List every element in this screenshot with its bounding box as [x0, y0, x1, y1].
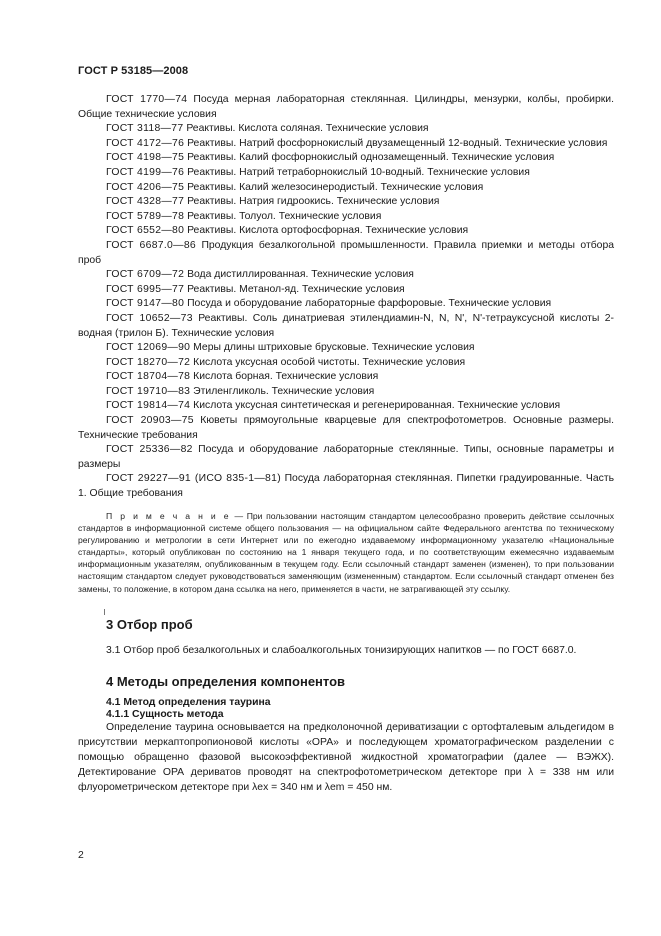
reference-title: Этиленгликоль. Технические условия — [193, 385, 375, 397]
reference-item — [78, 268, 614, 283]
reference-code: ГОСТ 25336—82 — [106, 444, 193, 456]
reference-code: ГОСТ 6687.0—86 — [106, 239, 196, 251]
reference-code: ГОСТ 29227—91 (ИСО 835-1—81) — [106, 473, 281, 485]
document-header: ГОСТ Р 53185—2008 — [78, 65, 189, 77]
reference-title: Реактивы. Натрий фосфорнокислый двузамещенный 12-водный. Технические условия — [187, 137, 608, 149]
reference-code: ГОСТ 1770—74 — [106, 94, 188, 105]
normative-references — [78, 93, 614, 502]
reference-code: ГОСТ 3118—77 — [106, 123, 184, 135]
reference-code: ГОСТ 4172—76 — [106, 137, 185, 149]
reference-code: ГОСТ 12069—90 — [106, 342, 191, 354]
reference-item — [78, 399, 614, 414]
reference-item — [78, 166, 614, 181]
subsection-4-1-1-heading: 4.1.1 Сущность метода — [106, 708, 224, 720]
reference-title: Реактивы. Толуол. Технические условия — [187, 210, 382, 222]
reference-title: Реактивы. Калий железосинеродистый. Технические условия — [187, 181, 484, 193]
section-4-heading: 4 Методы определения компонентов — [106, 673, 346, 689]
reference-code: ГОСТ 19814—74 — [106, 400, 191, 412]
reference-code: ГОСТ 20903—75 — [106, 415, 194, 427]
reference-item — [78, 472, 614, 501]
reference-title: Кислота уксусная особой чистоты. Технические условия — [193, 356, 466, 368]
reference-title: Посуда и оборудование лабораторные стеклянные. Типы, основные параметры и размеры — [78, 444, 614, 470]
reference-item — [78, 137, 614, 152]
reference-title: Реактивы. Натрия гидроокись. Технические условия — [187, 196, 440, 208]
reference-title: Реактивы. Метанол-яд. Технические условия — [187, 283, 405, 295]
reference-code: ГОСТ 4206—75 — [106, 181, 185, 193]
reference-code: ГОСТ 4199—76 — [106, 166, 185, 178]
subsection-4-1-heading: 4.1 Метод определения таурина — [106, 696, 271, 708]
reference-code: ГОСТ 6709—72 — [106, 269, 185, 281]
reference-code: ГОСТ 19710—83 — [106, 385, 191, 397]
reference-item — [78, 181, 614, 196]
reference-item — [78, 385, 614, 400]
reference-code: ГОСТ 10652—73 — [106, 312, 193, 324]
reference-title: Кислота уксусная синтетическая и регенерированная. Технические условия — [193, 400, 561, 412]
reference-item — [78, 122, 614, 137]
reference-code: ГОСТ 9147—80 — [106, 298, 185, 310]
page-number: 2 — [78, 850, 84, 861]
reference-item — [78, 210, 614, 225]
reference-title: Реактивы. Кислота соляная. Технические условия — [186, 123, 429, 135]
reference-code: ГОСТ 18704—78 — [106, 371, 191, 383]
reference-title: Меры длины штриховые брусковые. Технические условия — [193, 342, 475, 354]
reference-code: ГОСТ 4328—77 — [106, 196, 185, 208]
reference-item — [78, 151, 614, 166]
reference-code: ГОСТ 4198—75 — [106, 152, 185, 164]
paragraph-3-1: 3.1 Отбор проб безалкогольных и слабоалкогольных тонизирующих напитков — по ГОСТ 6687.0. — [106, 644, 577, 656]
note-label: П р и м е ч а н и е — [106, 511, 231, 521]
reference-item — [78, 239, 614, 268]
reference-title: Вода дистиллированная. Технические условия — [187, 269, 414, 281]
method-description: Определение таурина основывается на предколоночной дериватизации с ортофталевым альдегидом в присутствии меркаптопропионовой кислоты «ОРА» и последующем хроматографическом разделении с помощью обращенно фазовой высокоэффективной жидкостной хроматографии (далее — ВЭЖХ). Детектирование ОРА дериватов проводят на спектрофотометрическом детекторе при λ = 338 нм или флуорометрическом детекторе при λex = 340 нм и λem = 450 нм. — [78, 721, 614, 793]
reference-title: Посуда лабораторная стеклянная. Пипетки градуированные. Часть 1. Общие требования — [78, 473, 614, 500]
reference-title: Реактивы. Калий фосфорнокислый однозамещенный. Технические условия — [187, 152, 555, 164]
note-paragraph — [78, 510, 614, 595]
reference-title: Реактивы. Натрий тетраборнокислый 10-водный. Технические условия — [187, 166, 530, 178]
reference-item — [78, 370, 614, 385]
reference-title: Кислота борная. Технические условия — [193, 371, 379, 383]
reference-title: Реактивы. Кислота ортофосфорная. Технические условия — [187, 225, 469, 237]
reference-item — [78, 443, 614, 472]
margin-mark — [104, 609, 108, 615]
reference-item — [78, 195, 614, 210]
reference-item — [78, 312, 614, 341]
reference-code: ГОСТ 5789—78 — [106, 210, 185, 222]
note-text: — При пользовании настоящим стандартом целесообразно проверить действие ссылочных стандартов в информационной системе общего пользования — на официальном сайте Федерального агентства по техническому регулированию и метрологии в сети Интернет или по ежегодно издаваемому информационному указателю «Национальные стандарты», который опубликован по состоянию на 1 января текущего года, и по соответствующим ежемесячно издаваемым информационным указателям, опубликованным в текущем году. Если ссылочный стандарт заменен (изменен), то при пользовании настоящим стандартом следует руководствоваться заменяющим (измененным) стандартом. Если ссылочный стандарт отменен без замены, то положение, в котором дана ссылка на него, применяется в части, не затрагивающей эту ссылку. — [78, 511, 614, 594]
reference-title: Посуда и оборудование лабораторные фарфоровые. Технические условия — [187, 298, 552, 310]
reference-item — [78, 224, 614, 239]
section-3-heading: 3 Отбор проб — [106, 616, 193, 632]
reference-code: ГОСТ 6552—80 — [106, 225, 185, 237]
reference-title: Посуда мерная лабораторная стеклянная. Цилиндры, мензурки, колбы, пробирки. Общие технические условия — [78, 94, 615, 120]
reference-item — [78, 414, 614, 443]
reference-code: ГОСТ 18270—72 — [106, 356, 191, 368]
reference-item — [78, 93, 614, 122]
reference-item — [78, 356, 614, 371]
reference-item — [78, 297, 614, 312]
reference-title: Кюветы прямоугольные кварцевые для спектрофотометров. Основные размеры. Технические требования — [78, 415, 614, 441]
reference-item — [78, 283, 614, 298]
reference-item — [78, 341, 614, 356]
reference-title: Продукция безалкогольной промышленности. Правила приемки и методы отбора проб — [78, 239, 614, 266]
reference-title: Реактивы. Соль динатриевая этилендиамин-N, N, N', N'-тетрауксусной кислоты 2-водная (трилон Б). Технические условия — [78, 312, 614, 339]
reference-code: ГОСТ 6995—77 — [106, 283, 185, 295]
